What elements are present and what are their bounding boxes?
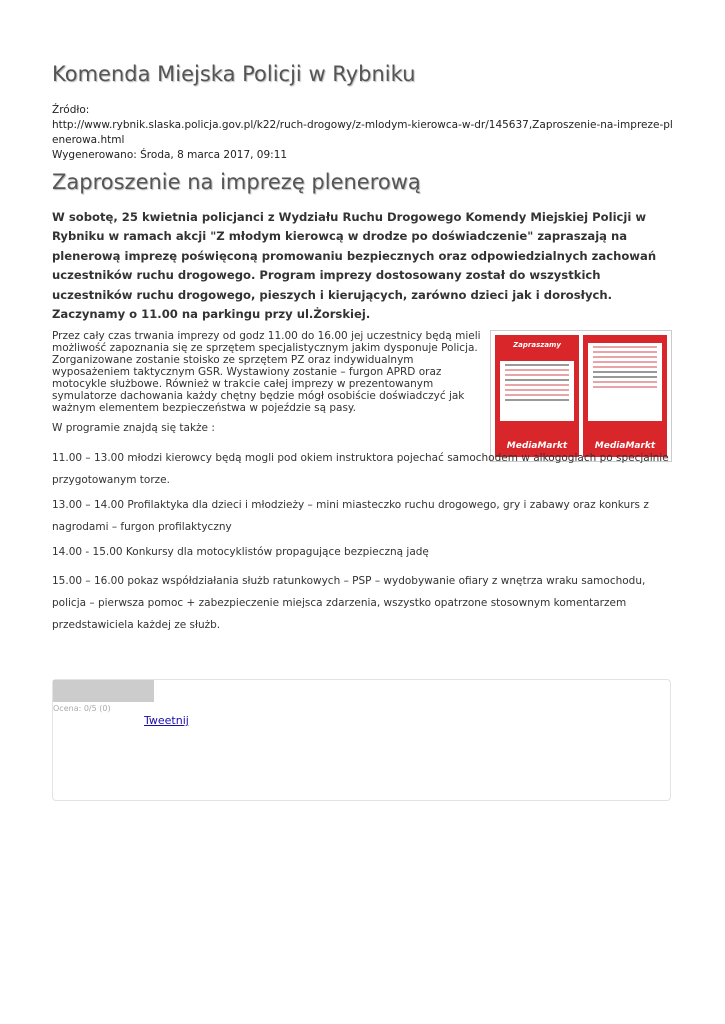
poster-brand-logo: MediaMarkt: [594, 441, 656, 451]
article-body: Przez cały czas trwania imprezy od godz 11.00 do 16.00 jej uczestnicy będą mieli możliwość zapoznania się ze sprzętem specjalistycznym jakim dysponuje Policja. Zorganizowane zostanie stoisko ze sprzętem PZ oraz indywidualnym wyposażeniem taktycznym GSR. Wystawiony zostanie – furgon APRD oraz motocykle służbowe. Również w trakcie całej imprezy w prezentowanym symulatorze dachowania każdy chętny będzie mógł osobiście doświadczyć jak ważnym elementem bezpieczeństwa w pojeździe są pasy.: [52, 330, 481, 414]
rating-text: Ocena: 0/5 (0): [53, 704, 111, 713]
program-item: 14.00 - 15.00 Konkursy dla motocyklistów propagujące bezpieczną jadę: [52, 546, 429, 558]
rating-panel: [52, 679, 671, 801]
poster-content-area: [500, 361, 574, 421]
poster-content-area: [588, 343, 662, 421]
generated-date: Wygenerowano: Środa, 8 marca 2017, 09:11: [52, 149, 288, 161]
program-item: 15.00 – 16.00 pokaz współdziałania służb ratunkowych – PSP – wydobywanie ofiary z wnętrza wraku samochodu, policja – pierwsza pomoc + zabezpieczenie miejsca zdarzenia, wszystko opatrzone stosownym komentarzem przedstawiciela każdej ze służb.: [52, 575, 646, 631]
poster-panel-right: [583, 335, 667, 457]
article-lead: W sobotę, 25 kwietnia policjanci z Wydziału Ruchu Drogowego Komendy Miejskiej Policji w Rybniku w ramach akcji "Z młodym kierowcą w drodze po doświadczenie" zapraszają na plenerową imprezę poświęconą promowaniu bezpiecznych oraz odpowiedzialnych zachowań uczestników ruchu drogowego. Program imprezy dostosowany został do wszystkich uczestników ruchu drogowego, pieszych i kierujących, zarówno dzieci jak i dorosłych. Zaczynamy o 11.00 na parkingu przy ul.Żorskiej.: [52, 210, 657, 322]
source-url: http://www.rybnik.slaska.policja.gov.pl/k22/ruch-drogowy/z-mlodym-kierowca-w-dr/145637,Zaproszenie-na-impreze-plenerowa.html: [52, 119, 673, 146]
article-title: Zaproszenie na imprezę plenerową: [52, 170, 421, 194]
program-item: 11.00 – 13.00 młodzi kierowcy będą mogli pod okiem instruktora pojechać samochodem w alkogoglach po specjalnie przygotowanym torze.: [52, 452, 669, 486]
program-item: 13.00 – 14.00 Profilaktyka dla dzieci i młodzieży – mini miasteczko ruchu drogowego, gry i zabawy oraz konkurs z nagrodami – furgon profilaktyczny: [52, 499, 649, 533]
event-poster-image: [490, 330, 672, 462]
poster-header: Zapraszamy: [513, 341, 561, 349]
rating-stars-bar[interactable]: [53, 680, 154, 702]
poster-panel-left: [495, 335, 579, 457]
source-label: Źródło:: [52, 104, 90, 116]
tweet-link[interactable]: Tweetnij: [144, 714, 189, 727]
site-title: Komenda Miejska Policji w Rybniku: [52, 62, 416, 86]
document-meta: [52, 103, 674, 163]
poster-brand-logo: MediaMarkt: [506, 441, 568, 451]
program-intro: W programie znajdą się także :: [52, 422, 215, 434]
